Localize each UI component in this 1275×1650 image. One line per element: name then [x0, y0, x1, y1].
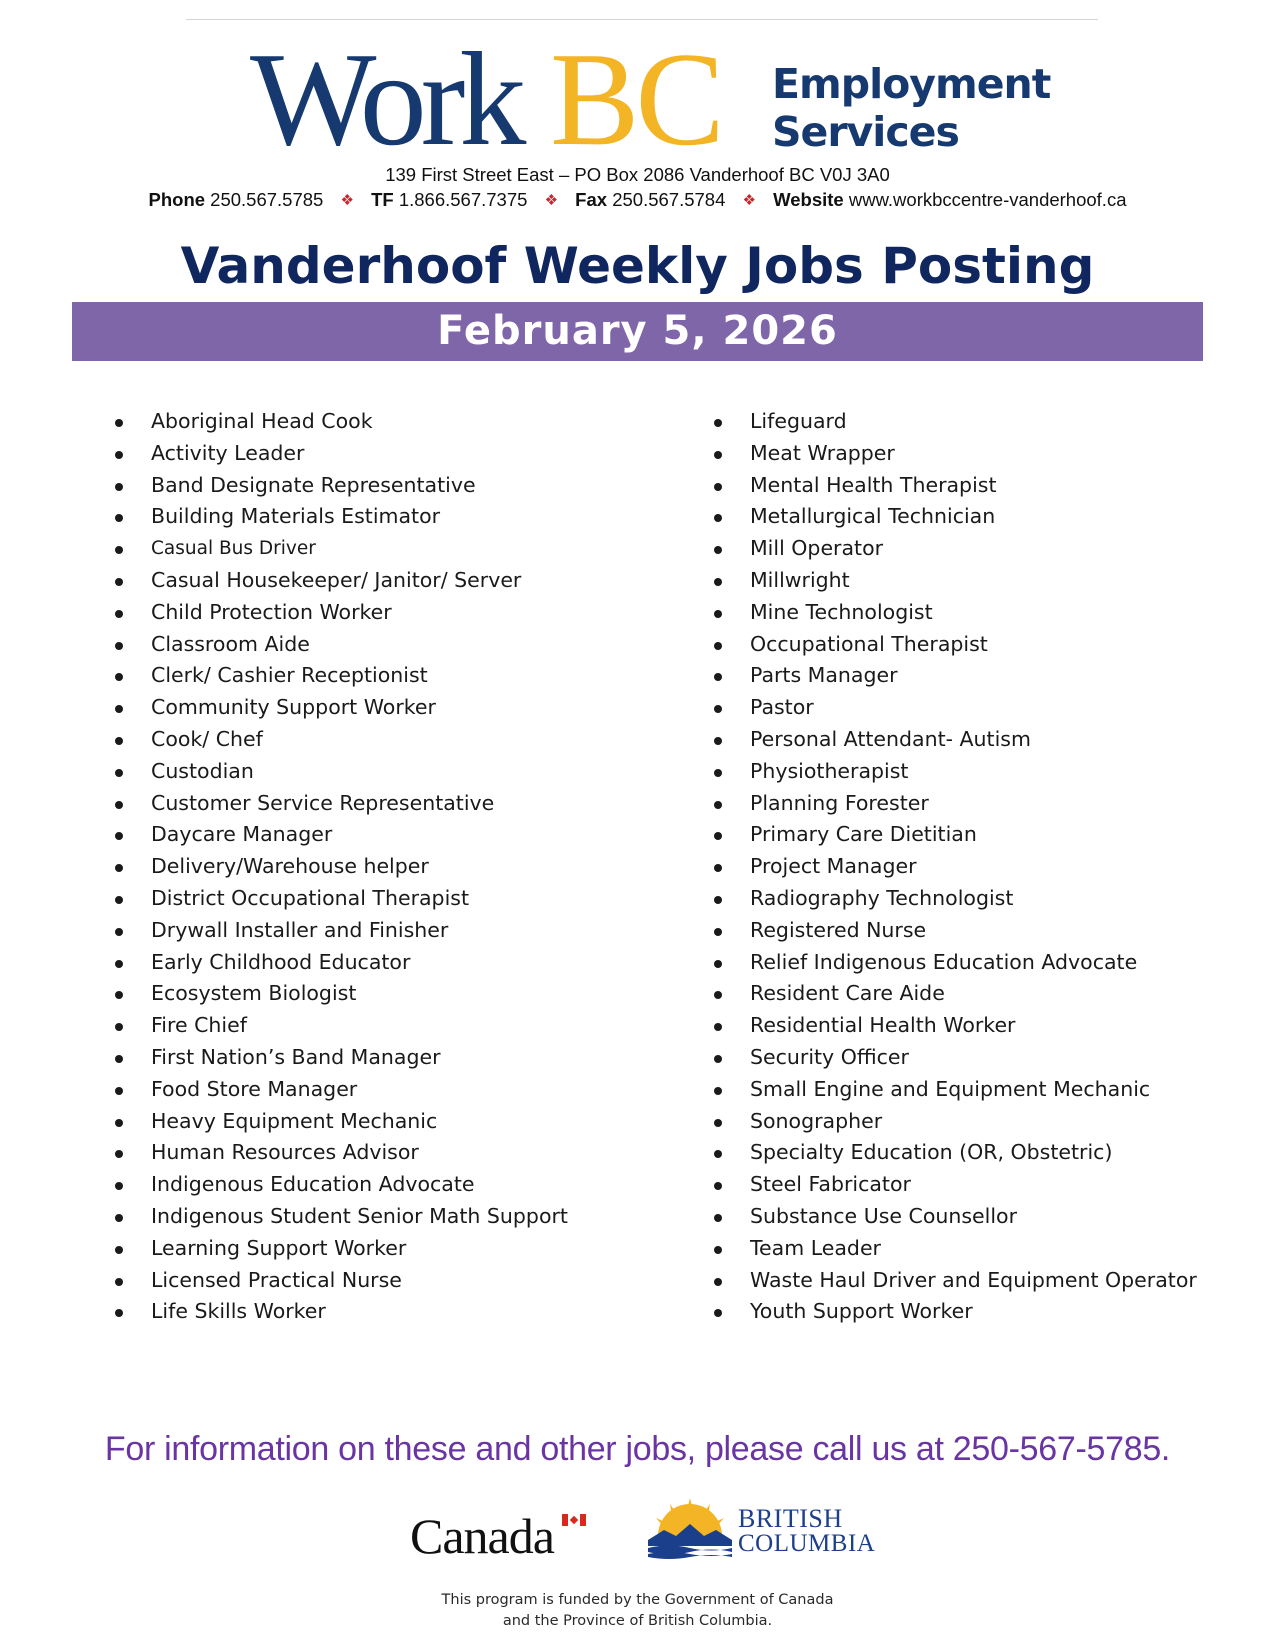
job-item: Activity Leader: [115, 438, 568, 470]
job-item: Heavy Equipment Mechanic: [115, 1106, 568, 1138]
job-item: Mental Health Therapist: [714, 470, 1197, 502]
job-item: Casual Housekeeper/ Janitor/ Server: [115, 565, 568, 597]
tf-label: TF: [371, 189, 394, 210]
job-item: Youth Support Worker: [714, 1296, 1197, 1328]
job-item: Primary Care Dietitian: [714, 819, 1197, 851]
tf-number: 1.866.567.7375: [398, 189, 528, 210]
bc-text-columbia: COLUMBIA: [738, 1530, 876, 1557]
british-columbia-logo: [648, 1496, 878, 1566]
job-item: Child Protection Worker: [115, 597, 568, 629]
job-item: Substance Use Counsellor: [714, 1201, 1197, 1233]
logo-subtitle: [772, 60, 1050, 156]
job-item: Planning Forester: [714, 788, 1197, 820]
job-item: Casual Bus Driver: [115, 533, 568, 565]
canada-flag-icon: [561, 1513, 587, 1527]
date-banner: [72, 302, 1203, 361]
job-item: Resident Care Aide: [714, 978, 1197, 1010]
contact-line: [0, 188, 1275, 214]
job-item: Drywall Installer and Finisher: [115, 915, 568, 947]
funding-statement: [0, 1590, 1275, 1632]
job-item: Pastor: [714, 692, 1197, 724]
job-item: District Occupational Therapist: [115, 883, 568, 915]
separator-icon: ❖: [544, 192, 559, 209]
logo-work-text: Work: [250, 25, 521, 173]
job-item: Life Skills Worker: [115, 1296, 568, 1328]
job-item: Small Engine and Equipment Mechanic: [714, 1074, 1197, 1106]
fax-label: Fax: [575, 189, 608, 210]
job-item: First Nation’s Band Manager: [115, 1042, 568, 1074]
website-label: Website: [773, 189, 844, 210]
job-item: Registered Nurse: [714, 915, 1197, 947]
job-item: Indigenous Student Senior Math Support: [115, 1201, 568, 1233]
fax-number: 250.567.5784: [612, 189, 726, 210]
job-item: Indigenous Education Advocate: [115, 1169, 568, 1201]
job-item: Millwright: [714, 565, 1197, 597]
separator-icon: ❖: [340, 192, 354, 209]
funding-line-1: This program is funded by the Government of Canada: [441, 1592, 834, 1608]
job-item: Delivery/Warehouse helper: [115, 851, 568, 883]
job-item: Ecosystem Biologist: [115, 978, 568, 1010]
job-item: Human Resources Advisor: [115, 1137, 568, 1169]
logo-subtitle-line2: Services: [772, 108, 959, 156]
job-item: Personal Attendant- Autism: [714, 724, 1197, 756]
job-item: Project Manager: [714, 851, 1197, 883]
workbc-logo: [250, 25, 1051, 173]
website-link[interactable]: www.workbccentre-vanderhoof.ca: [848, 189, 1127, 210]
job-item: Band Designate Representative: [115, 470, 568, 502]
job-item: Early Childhood Educator: [115, 947, 568, 979]
job-item: Meat Wrapper: [714, 438, 1197, 470]
job-item: Food Store Manager: [115, 1074, 568, 1106]
job-item: Physiotherapist: [714, 756, 1197, 788]
page-title: Vanderhoof Weekly Jobs Posting: [180, 237, 1095, 295]
funding-line-2: and the Province of British Columbia.: [502, 1613, 773, 1629]
job-item: Fire Chief: [115, 1010, 568, 1042]
job-item: Security Officer: [714, 1042, 1197, 1074]
logo-bc-text: BC: [550, 25, 721, 173]
office-address: 139 First Street East – PO Box 2086 Vanderhoof BC V0J 3A0: [385, 164, 890, 185]
contact-info-line: For information on these and other jobs, please call us at 250-567-5785.: [104, 1430, 1171, 1468]
job-item: Team Leader: [714, 1233, 1197, 1265]
separator-icon: ❖: [742, 192, 756, 209]
bc-sun-mountains-icon: [648, 1496, 732, 1560]
jobs-list-left: [115, 406, 568, 1328]
canada-wordmark-text: Canada: [410, 1508, 554, 1564]
job-item: Sonographer: [714, 1106, 1197, 1138]
job-item: Customer Service Representative: [115, 788, 568, 820]
bc-text-british: BRITISH: [738, 1504, 843, 1533]
job-item: Building Materials Estimator: [115, 501, 568, 533]
phone-number: 250.567.5785: [210, 189, 324, 210]
top-divider: [186, 19, 1098, 20]
job-item: Radiography Technologist: [714, 883, 1197, 915]
job-item: Mill Operator: [714, 533, 1197, 565]
job-item: Custodian: [115, 756, 568, 788]
job-item: Specialty Education (OR, Obstetric): [714, 1137, 1197, 1169]
phone-label: Phone: [148, 189, 206, 210]
job-item: Cook/ Chef: [115, 724, 568, 756]
job-item: Daycare Manager: [115, 819, 568, 851]
job-item: Clerk/ Cashier Receptionist: [115, 660, 568, 692]
job-item: Learning Support Worker: [115, 1233, 568, 1265]
job-item: Relief Indigenous Education Advocate: [714, 947, 1197, 979]
job-item: Steel Fabricator: [714, 1169, 1197, 1201]
job-item: Waste Haul Driver and Equipment Operator: [714, 1265, 1197, 1297]
canada-wordmark-logo: [410, 1506, 600, 1566]
job-item: Residential Health Worker: [714, 1010, 1197, 1042]
job-item: Metallurgical Technician: [714, 501, 1197, 533]
job-item: Classroom Aide: [115, 629, 568, 661]
job-item: Lifeguard: [714, 406, 1197, 438]
job-item: Mine Technologist: [714, 597, 1197, 629]
job-item: Occupational Therapist: [714, 629, 1197, 661]
job-item: Licensed Practical Nurse: [115, 1265, 568, 1297]
posting-date: February 5, 2026: [437, 308, 838, 354]
job-item: Parts Manager: [714, 660, 1197, 692]
job-item: Community Support Worker: [115, 692, 568, 724]
logo-subtitle-line1: Employment: [772, 60, 1051, 108]
job-item: Aboriginal Head Cook: [115, 406, 568, 438]
jobs-list-right: [714, 406, 1197, 1328]
